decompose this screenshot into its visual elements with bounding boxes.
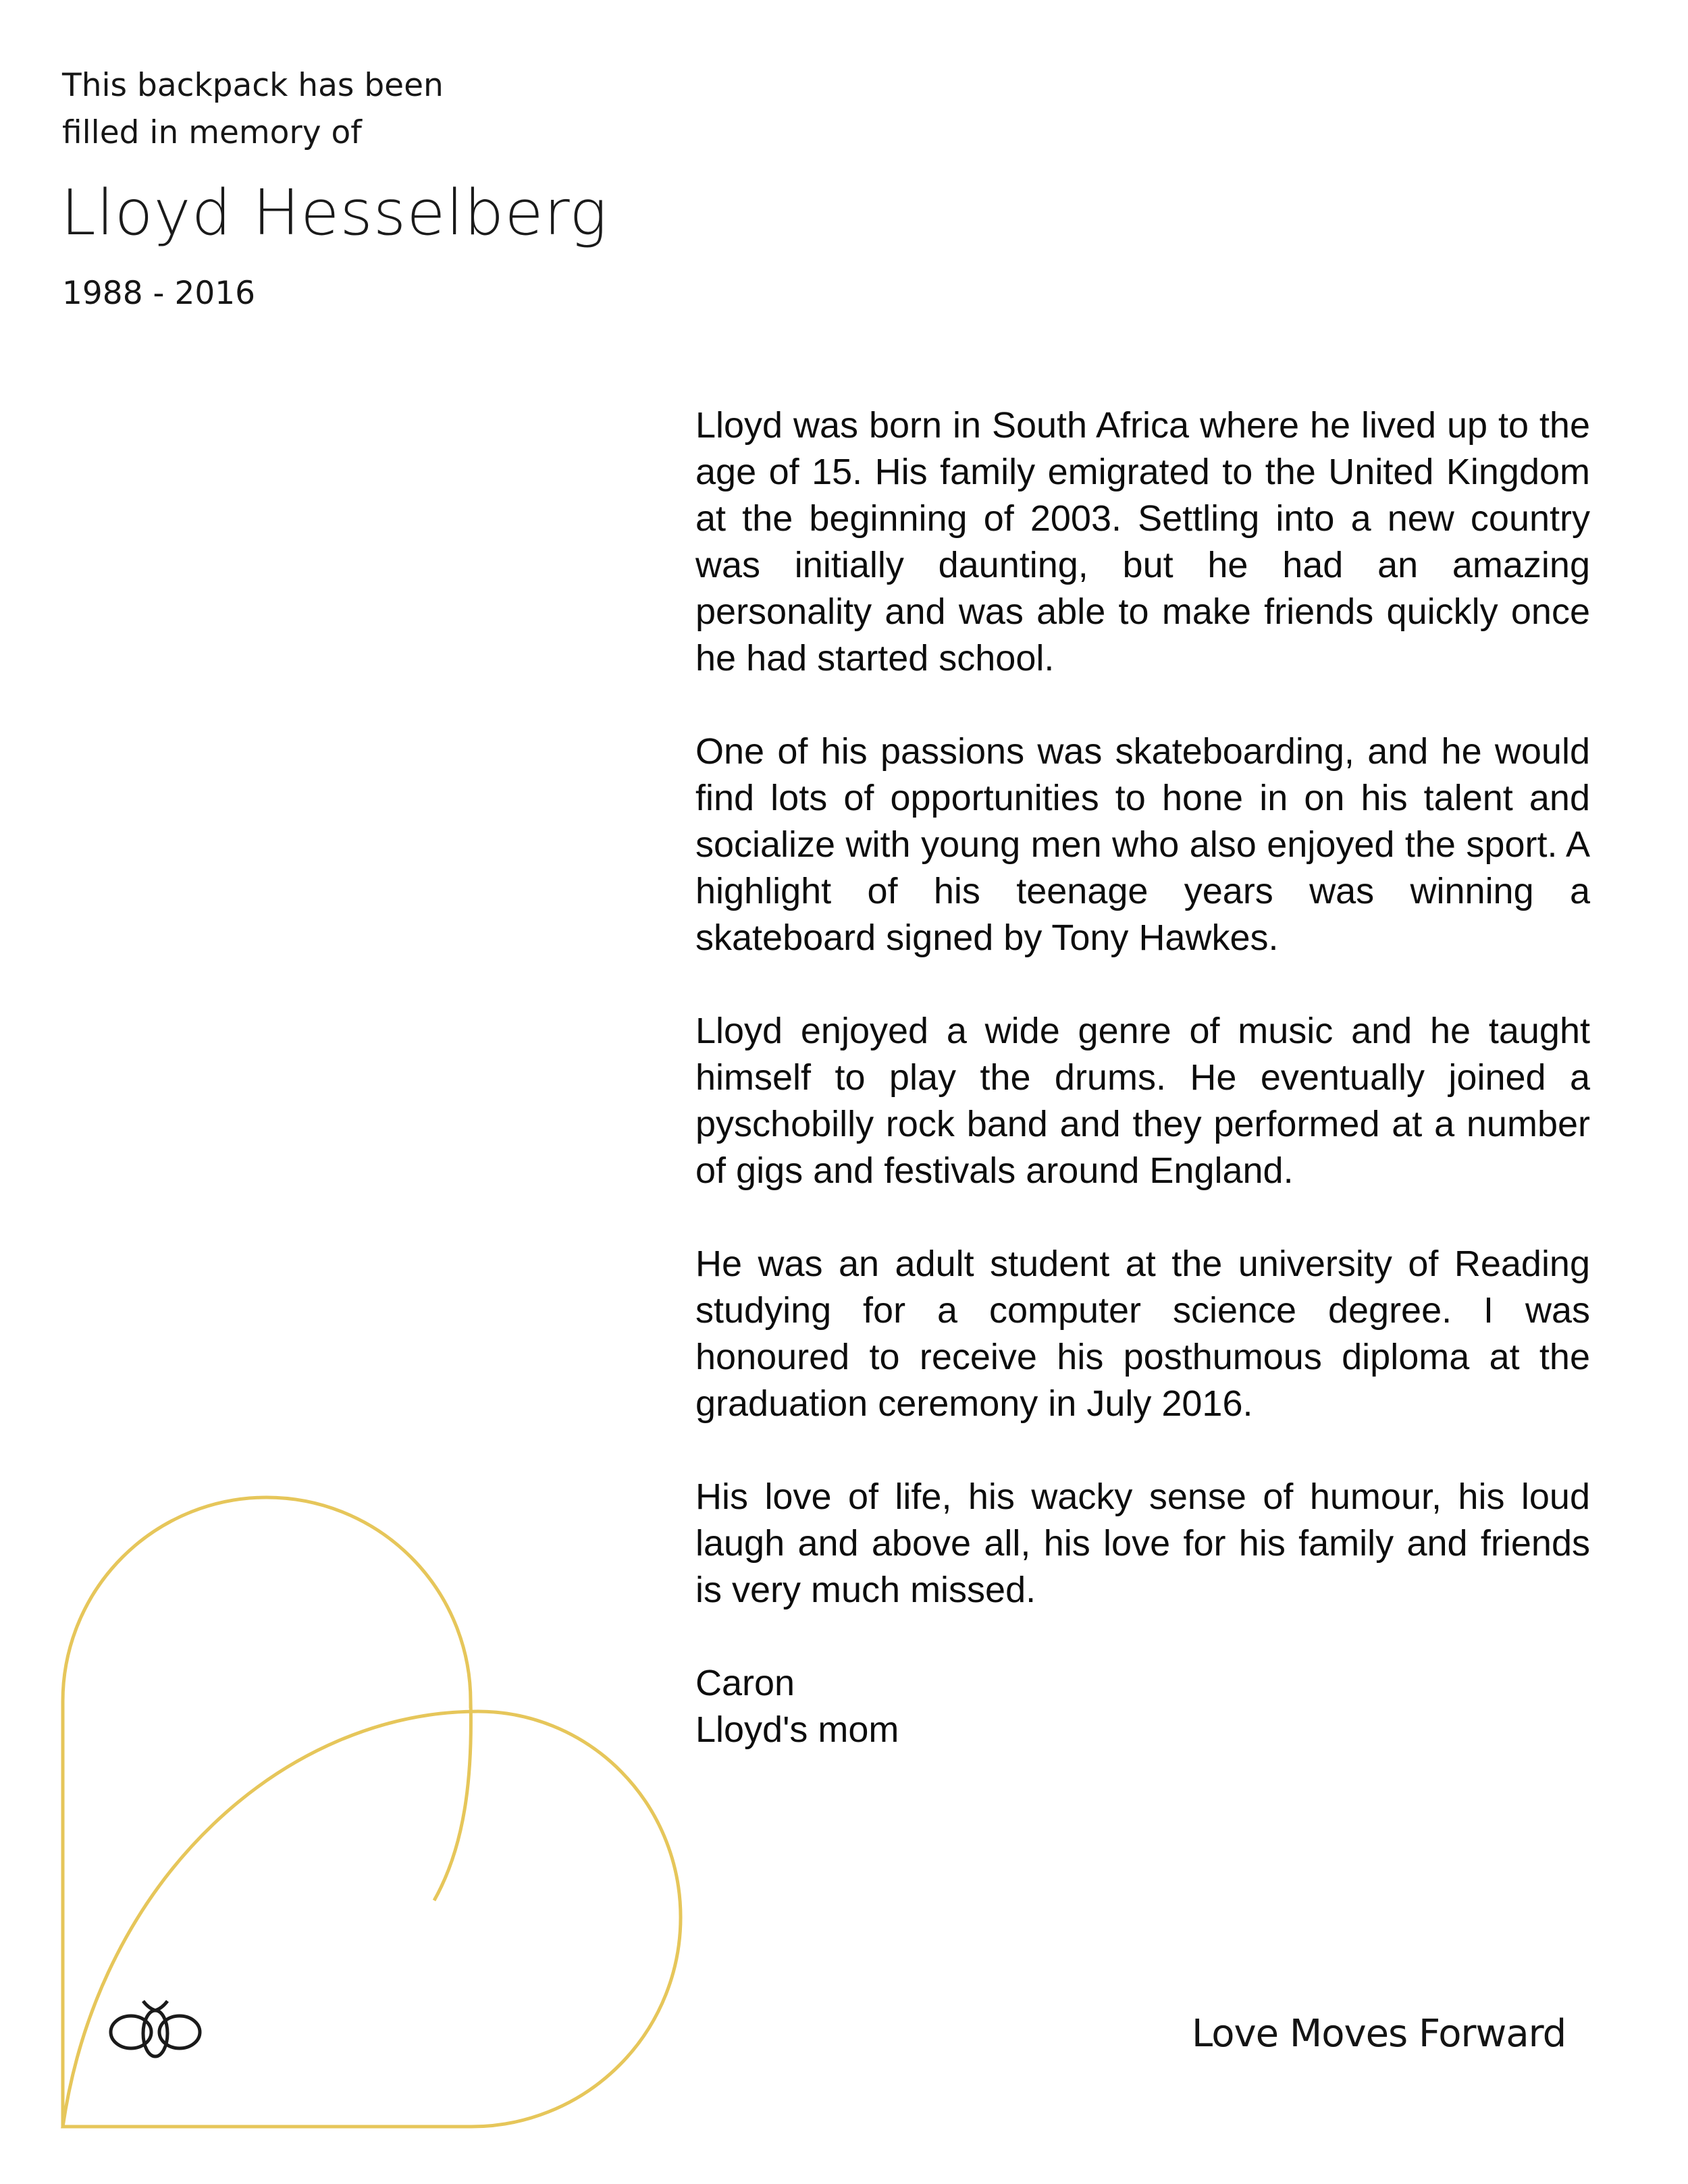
story-paragraph-3: Lloyd enjoyed a wide genre of music and he taught himself to play the drums. He eventually joined a pyschobilly rock band and they performed at a number of gigs and festivals around England. bbox=[695, 1011, 1590, 1191]
story-paragraph-2: One of his passions was skateboarding, and he would find lots of opportunities to hone in on his talent and socialize with young men who also enjoyed the sport. A highlight of his teenage years was winning a skateboard signed by Tony Hawkes. bbox=[695, 731, 1590, 958]
story-paragraph-4: He was an adult student at the university of Reading studying for a computer science degree. I was honoured to receive his posthumous diploma at the graduation ceremony in July 2016. bbox=[695, 1244, 1590, 1424]
memorial-intro bbox=[62, 62, 494, 157]
signature-relation: Lloyd's mom bbox=[695, 1709, 899, 1750]
story-paragraph-5: His love of life, his wacky sense of humour, his loud laugh and above all, his love for his family and friends is very much missed. bbox=[695, 1476, 1590, 1610]
brand-tagline: Love Moves Forward bbox=[1192, 2012, 1566, 2056]
memorial-name: Lloyd Hesselberg bbox=[61, 176, 608, 249]
story-paragraph-1: Lloyd was born in South Africa where he lived up to the age of 15. His family emigrated to the United Kingdom at the beginning of 2003. Settling into a new country was initially daunting, but he had an amazing personality and was able to make friends quickly once he had started school. bbox=[695, 405, 1590, 678]
bee-logo-icon bbox=[108, 1992, 203, 2059]
memorial-years: 1988 - 2016 bbox=[62, 275, 256, 312]
intro-line-2: filled in memory of bbox=[62, 114, 362, 151]
memorial-story bbox=[695, 402, 1590, 1753]
intro-line-1: This backpack has been bbox=[62, 67, 444, 104]
signature-name: Caron bbox=[695, 1663, 795, 1703]
